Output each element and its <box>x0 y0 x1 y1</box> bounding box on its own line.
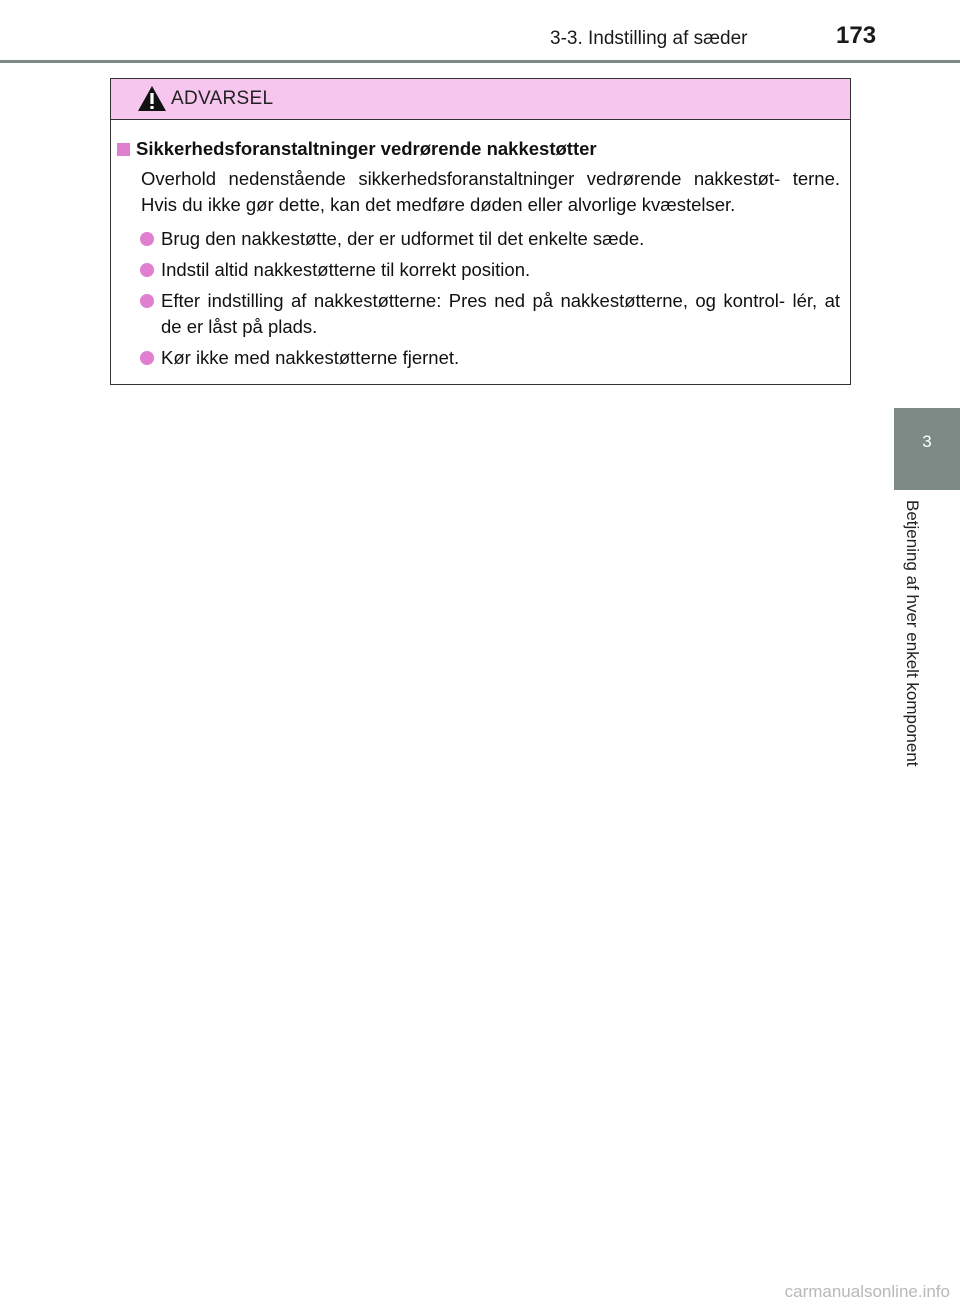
warning-title: ADVARSEL <box>171 88 274 109</box>
chapter-label-wrap <box>894 500 934 820</box>
warning-triangle-icon <box>137 85 167 112</box>
list-item <box>117 288 840 340</box>
list-item <box>117 345 840 371</box>
circle-bullet-icon <box>140 232 154 246</box>
warning-intro: Overhold nedenstående sikkerhedsforanstaltninger vedrørende nakkestøt- terne. Hvis du ikke gør dette, kan det medføre døden eller alvorlige kvæstelser. <box>141 168 840 215</box>
list-item-text: Indstil altid nakkestøtterne til korrekt position. <box>161 259 531 280</box>
circle-bullet-icon <box>140 294 154 308</box>
list-item <box>117 226 840 252</box>
circle-bullet-icon <box>140 351 154 365</box>
list-item-text: Kør ikke med nakkestøtterne fjernet. <box>161 347 460 368</box>
warning-bullets <box>117 226 840 371</box>
warning-heading <box>117 136 840 162</box>
warning-body <box>111 120 850 371</box>
list-item-text: Brug den nakkestøtte, der er udformet til det enkelte sæde. <box>161 228 645 249</box>
chapter-tab[interactable] <box>894 408 960 490</box>
circle-bullet-icon <box>140 263 154 277</box>
list-item <box>117 257 840 283</box>
section-title: 3-3. Indstilling af sæder <box>550 28 748 49</box>
watermark[interactable]: carmanualsonline.info <box>784 1282 950 1301</box>
page-number: 173 <box>836 22 877 49</box>
warning-heading-text: Sikkerhedsforanstaltninger vedrørende nakkestøtter <box>136 138 597 159</box>
chapter-number: 3 <box>922 432 932 451</box>
header-divider <box>0 60 960 63</box>
warning-box <box>110 78 851 385</box>
chapter-label: Betjening af hver enkelt komponent <box>903 500 922 767</box>
square-bullet-icon <box>117 143 130 156</box>
list-item-text: Efter indstilling af nakkestøtterne: Pres ned på nakkestøtterne, og kontrol- lér, at de er låst på plads. <box>161 290 840 337</box>
warning-header <box>111 79 850 120</box>
